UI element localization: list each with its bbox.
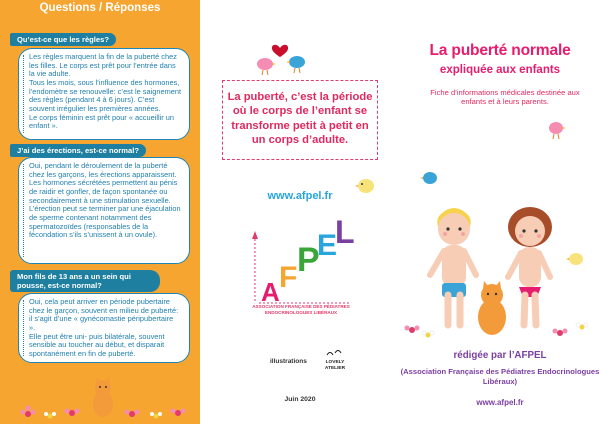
association-name: ASSOCIATION FRANÇAISE DES PÉDIATRES ENDOCRINOLOGUES LIBÉRAUX	[252, 304, 350, 315]
afpel-logo	[247, 215, 357, 305]
logo-letter-p: P	[297, 241, 320, 279]
cover-title: La puberté normale	[429, 42, 571, 59]
website-link[interactable]: www.afpel.fr	[267, 190, 333, 202]
chick-icon	[566, 253, 583, 265]
author-association: (Association Française des Pédiatres Endocrinologues Libéraux)	[400, 367, 600, 386]
flower-icon	[65, 409, 80, 417]
blue-bird-icon	[420, 168, 440, 188]
answer-3-para: Oui, cela peut arriver en période pubertaire chez le garçon, souvent en milieu de puberté: il s’agit d’une « gynécomastie péripubertaire ».	[29, 297, 179, 332]
illustrator-name: LOVELY ATELIER	[324, 360, 346, 371]
flower-icon	[553, 329, 568, 337]
author-line: rédigée par l’AFPEL	[453, 350, 547, 361]
answer-1-para: Tous les mois, sous l’influence des hormones, l’endomètre se renouvelle: c’est le saignement des règles (pendant 4 à 6 jours). C’est souvent irrégulier les premières années.	[29, 77, 182, 113]
logo-letter-l: L	[335, 214, 355, 250]
cover-title-line2: expliquée aux enfants	[439, 64, 561, 76]
flower-icon	[405, 326, 420, 334]
answer-3-para: Elle peut être uni- puis bilatérale, souvent sensible au toucher au début, et disparait spontanément en fin de puberté.	[29, 331, 165, 358]
birds-icon	[323, 348, 347, 358]
answer-2-para: Oui, pendant le déroulement de la puberté chez les garçons, les érections apparaissent.	[29, 161, 177, 179]
publication-date: Juin 2020	[284, 396, 316, 403]
qa-panel	[0, 0, 200, 424]
logo-letter-a: A	[261, 277, 280, 307]
girl-figure	[508, 207, 552, 325]
cover-panel	[400, 0, 600, 424]
flower-icon	[125, 410, 140, 418]
pink-bird-icon	[546, 118, 566, 140]
cat-icon	[93, 377, 113, 417]
children-illustration	[400, 195, 600, 345]
heart-icon	[272, 45, 288, 57]
lovely-atelier-logo	[323, 348, 347, 371]
answer-2-para: Les hormones sécrétées permettent au pénis de raidir et gonfler, de façon spontanée ou secondairement à une stimulation sexuelle.	[29, 178, 178, 205]
question-3: Mon fils de 13 ans a un sein qui pousse, est-ce normal?	[10, 270, 160, 292]
answer-2-para: L’érection peut se terminer par une éjaculation de sperme contenant notamment des spermatozoïdes (responsables de la fécondation s’ils s’unissent à un ovule).	[29, 204, 181, 240]
illustrations-label: illustrations	[270, 358, 307, 365]
flowers-cat-illustration	[0, 374, 200, 424]
flower-icon	[150, 412, 162, 419]
boy-figure	[430, 208, 476, 325]
flower-icon	[576, 323, 588, 330]
logo-letter-f: F	[279, 261, 298, 294]
bird-icon	[286, 56, 305, 73]
back-panel	[200, 0, 400, 424]
question-1: Qu’est-ce que les règles?	[10, 33, 116, 46]
flower-icon	[422, 331, 434, 338]
flower-icon	[21, 406, 36, 418]
cover-subtitle: Fiche d’informations médicales destinée aux enfants et à leurs parents.	[430, 88, 580, 107]
question-2: J’ai des érections, est-ce normal?	[10, 144, 146, 157]
bird-icon	[257, 58, 276, 75]
birds-illustration	[255, 40, 315, 80]
flower-icon	[44, 412, 56, 419]
answer-1-para: Le corps féminin est prêt pour « accueillir un enfant ».	[29, 112, 175, 131]
logo-letter-e: E	[317, 229, 338, 262]
intro-box: La puberté, c’est la période où le corps de l’enfant se transforme petit à petit en un corps d’adulte.	[222, 80, 378, 160]
answer-3	[18, 293, 190, 363]
flower-icon	[171, 409, 186, 417]
answer-2	[18, 157, 190, 264]
qa-title: Questions / Réponses	[39, 2, 161, 14]
answer-1	[18, 48, 190, 140]
cover-website-link[interactable]: www.afpel.fr	[476, 398, 524, 407]
cat-icon	[478, 281, 506, 335]
answer-1-para: Les règles marquent la fin de la puberté chez les filles. Le corps est prêt pour l’entrée dans la vie adulte.	[29, 52, 177, 79]
